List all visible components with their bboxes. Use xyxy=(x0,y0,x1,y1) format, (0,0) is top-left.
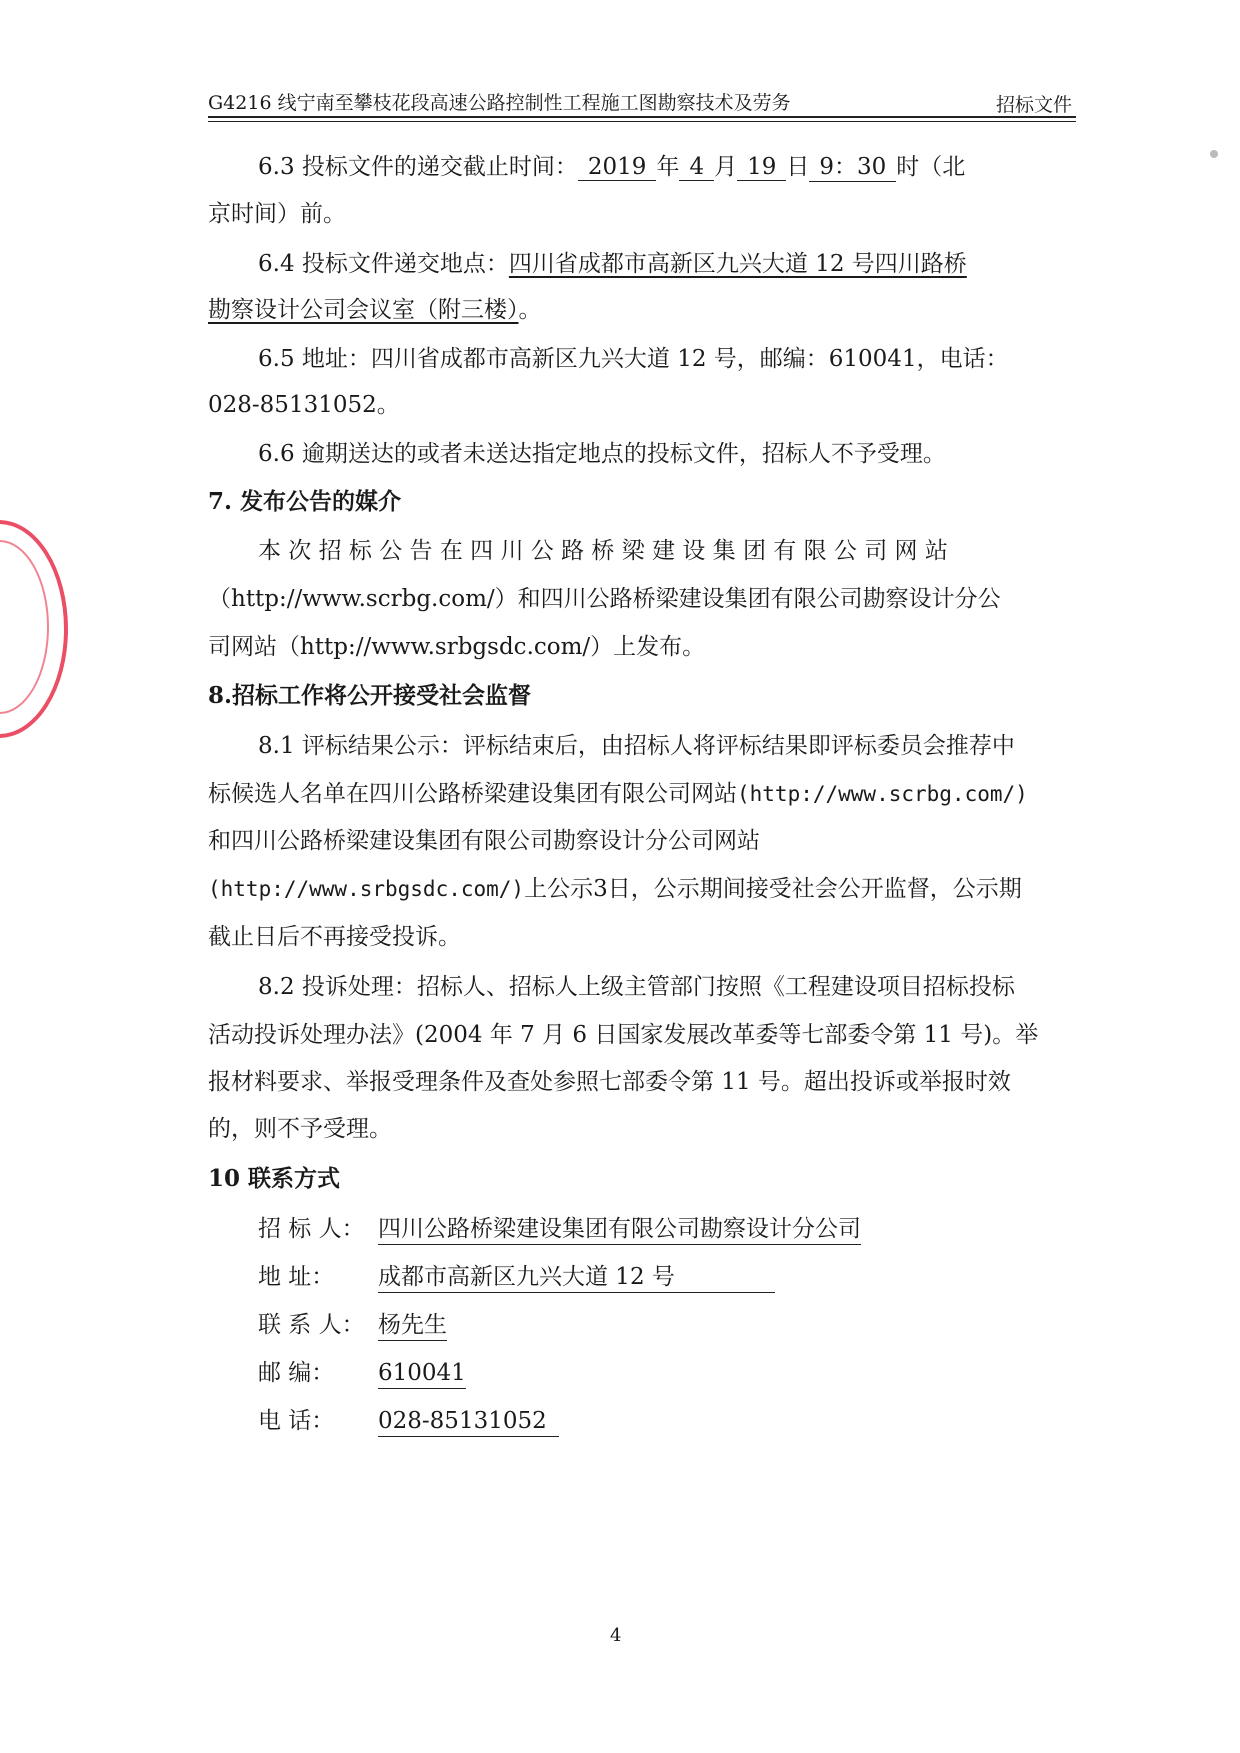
section-8-2-line2: 活动投诉处理办法》(2004 年 7 月 6 日国家发展改革委等七部委令第 11 号)。举 xyxy=(208,1022,1039,1048)
section-8-1-line2-text: 标候选人名单在四川公路桥梁建设集团有限公司网站 xyxy=(208,781,737,807)
page-number: 4 xyxy=(610,1625,622,1646)
contact-person xyxy=(258,1306,447,1339)
contact-value: 成都市高新区九兴大道 12 号 xyxy=(378,1264,775,1293)
section-10-heading: 10 联系方式 xyxy=(208,1165,341,1192)
section-8-1-line1: 8.1 评标结果公示：评标结束后，由招标人将评标结果即评标委员会推荐中 xyxy=(258,733,1015,759)
contact-address xyxy=(258,1258,775,1291)
section-8-1-line4 xyxy=(208,870,1022,903)
section-6-5-line2: 028-85131052。 xyxy=(208,392,400,418)
deadline-day: 19 xyxy=(737,154,786,181)
section-8-2-line3: 报材料要求、举报受理条件及查处参照七部委令第 11 号。超出投诉或举报时效 xyxy=(208,1069,1011,1095)
contact-value: 028-85131052 xyxy=(378,1408,559,1437)
section-6-4-prefix: 6.4 投标文件递交地点： xyxy=(258,251,509,277)
time-unit: 时（北 xyxy=(896,154,966,180)
month-unit: 月 xyxy=(714,154,738,180)
section-6-3-prefix: 6.3 投标文件的递交截止时间： xyxy=(258,154,578,180)
section-6-4-line1 xyxy=(258,245,967,278)
section-8-1-line5: 截止日后不再接受投诉。 xyxy=(208,924,461,950)
deadline-month: 4 xyxy=(679,154,714,181)
section-8-1-line3: 和四川公路桥梁建设集团有限公司勘察设计分公司网站 xyxy=(208,828,760,854)
contact-value: 610041 xyxy=(378,1360,466,1389)
section-8-2-line1: 8.2 投诉处理：招标人、招标人上级主管部门按照《工程建设项目招标投标 xyxy=(258,974,1015,1000)
submission-address-a: 四川省成都市高新区九兴大道 12 号四川路桥 xyxy=(508,251,967,277)
section-7-line2: （http://www.scrbg.com/）和四川公路桥梁建设集团有限公司勘察设计分公 xyxy=(208,586,1001,612)
section-8-1-line4-text: 上公示3日，公示期间接受社会公开监督，公示期 xyxy=(524,876,1022,902)
contact-postcode xyxy=(258,1354,466,1387)
section-7-line3: 司网站（http://www.srbgsdc.com/）上发布。 xyxy=(208,634,706,660)
contact-value: 杨先生 xyxy=(378,1312,447,1341)
section-6-3-line2: 京时间）前。 xyxy=(208,201,346,227)
section-6-5-line1: 6.5 地址：四川省成都市高新区九兴大道 12 号，邮编：610041，电话： xyxy=(258,346,1009,372)
header-rule xyxy=(208,121,1076,122)
submission-address-b: 勘察设计公司会议室（附三楼） xyxy=(208,297,519,323)
section-6-4-suffix: 。 xyxy=(518,297,542,323)
page-header xyxy=(208,86,1076,118)
contact-label: 邮 编： xyxy=(258,1360,335,1386)
contact-label: 地 址： xyxy=(258,1264,335,1290)
contact-tenderer xyxy=(258,1210,861,1243)
contact-label: 招 标 人： xyxy=(258,1216,365,1242)
scrbg-url: (http://www.scrbg.com/) xyxy=(737,782,1028,806)
deadline-time: 9：30 xyxy=(809,148,896,182)
contact-value: 四川公路桥梁建设集团有限公司勘察设计分公司 xyxy=(378,1216,861,1245)
deadline-year: 2019 xyxy=(578,154,657,181)
section-8-2-line4: 的，则不予受理。 xyxy=(208,1116,392,1142)
header-title: G4216 线宁南至攀枝花段高速公路控制性工程施工图勘察技术及劳务 xyxy=(208,92,791,114)
contact-label: 联 系 人： xyxy=(258,1312,365,1338)
scan-mark xyxy=(1210,150,1218,158)
section-6-3-line1 xyxy=(258,148,965,182)
section-8-heading: 8.招标工作将公开接受社会监督 xyxy=(208,682,532,709)
section-6-4-line2 xyxy=(208,291,542,324)
contact-phone xyxy=(258,1402,559,1435)
section-6-6: 6.6 逾期送达的或者未送达指定地点的投标文件，招标人不予受理。 xyxy=(258,441,946,467)
section-7-line1: 本 次 招 标 公 告 在 四 川 公 路 桥 梁 建 设 集 团 有 限 公 司 网 站 xyxy=(258,538,948,564)
day-unit: 日 xyxy=(786,154,810,180)
header-doc-type: 招标文件 xyxy=(995,94,1072,116)
srbgsdc-url: (http://www.srbgsdc.com/) xyxy=(208,877,525,901)
section-8-1-line2 xyxy=(208,775,1028,808)
section-7-heading: 7. 发布公告的媒介 xyxy=(208,488,402,515)
contact-label: 电 话： xyxy=(258,1408,335,1434)
year-unit: 年 xyxy=(656,154,680,180)
